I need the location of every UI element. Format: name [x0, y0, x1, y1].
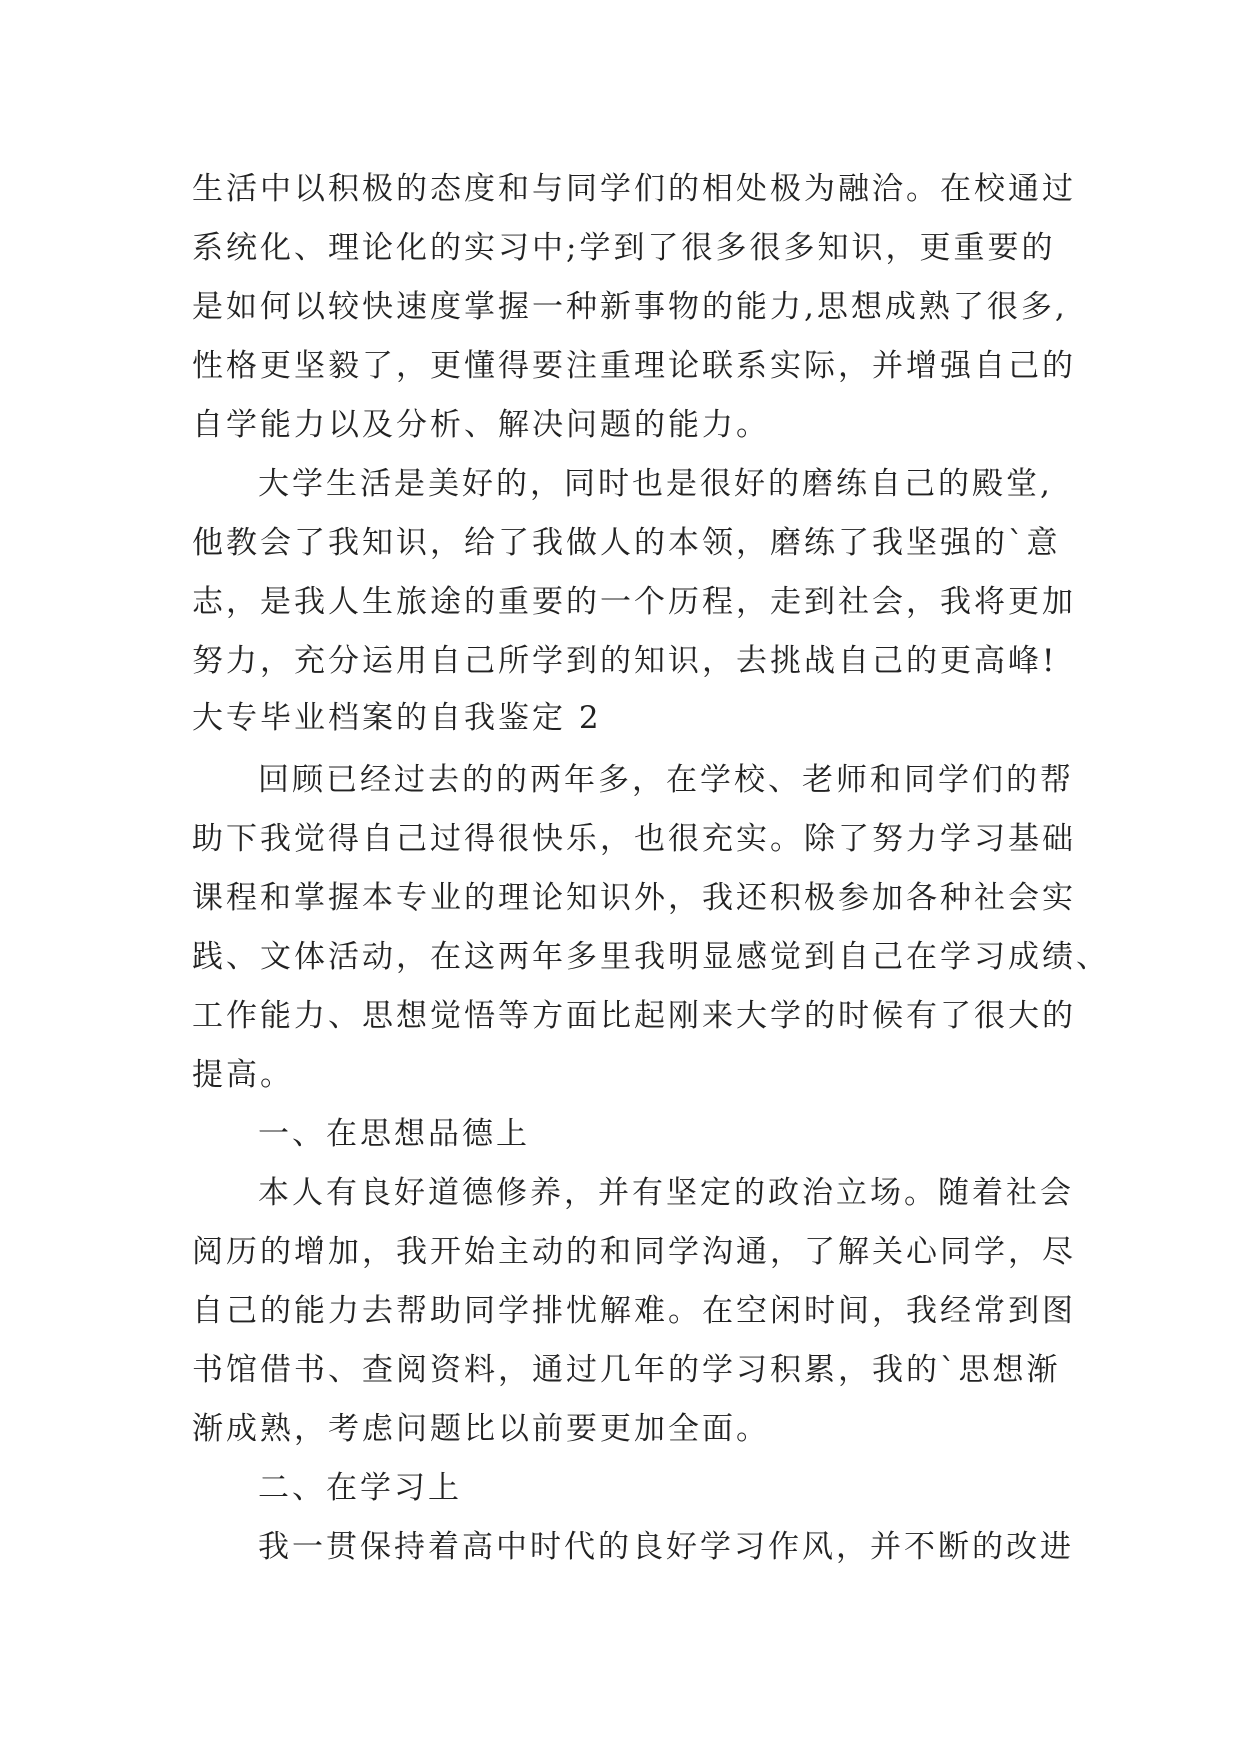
paragraph-line: 努力，充分运用自己所学到的知识，去挑战自己的更高峰! — [192, 643, 1058, 679]
paragraph-line: 助下我觉得自己过得很快乐，也很充实。除了努力学习基础 — [192, 821, 1076, 857]
paragraph-line: 是如何以较快速度掌握一种新事物的能力,思想成熟了很多, — [192, 289, 1068, 325]
paragraph-line: 大学生活是美好的，同时也是很好的磨练自己的殿堂, — [258, 466, 1053, 502]
paragraph-line: 践、文体活动，在这两年多里我明显感觉到自己在学习成绩、 — [192, 939, 1110, 975]
paragraph-line: 志，是我人生旅途的重要的一个历程，走到社会，我将更加 — [192, 584, 1076, 620]
paragraph-line: 工作能力、思想觉悟等方面比起刚来大学的时候有了很大的 — [192, 998, 1076, 1034]
document-body — [192, 160, 1110, 1577]
paragraph-line: 系统化、理论化的实习中;学到了很多很多知识，更重要的 — [192, 230, 1056, 266]
paragraph-line: 书馆借书、查阅资料，通过几年的学习积累，我的`思想渐 — [192, 1352, 1061, 1388]
subheading: 一、在思想品德上 — [258, 1116, 530, 1152]
paragraph-line: 生活中以积极的态度和与同学们的相处极为融洽。在校通过 — [192, 171, 1076, 207]
paragraph-line: 自己的能力去帮助同学排忧解难。在空闲时间，我经常到图 — [192, 1293, 1076, 1329]
paragraph-line: 回顾已经过去的的两年多，在学校、老师和同学们的帮 — [258, 762, 1074, 798]
paragraph-line: 渐成熟，考虑问题比以前要更加全面。 — [192, 1411, 770, 1447]
paragraph-line: 本人有良好道德修养，并有坚定的政治立场。随着社会 — [258, 1175, 1074, 1211]
section-title: 大专毕业档案的自我鉴定 2 — [192, 700, 602, 736]
paragraph-line: 我一贯保持着高中时代的良好学习作风，并不断的改进 — [258, 1529, 1074, 1565]
paragraph-line: 课程和掌握本专业的理论知识外，我还积极参加各种社会实 — [192, 880, 1076, 916]
paragraph-line: 他教会了我知识，给了我做人的本领，磨练了我坚强的`意 — [192, 525, 1061, 561]
paragraph-line: 阅历的增加，我开始主动的和同学沟通，了解关心同学，尽 — [192, 1234, 1076, 1270]
paragraph-line: 提高。 — [192, 1057, 294, 1093]
subheading: 二、在学习上 — [258, 1470, 462, 1506]
paragraph-line: 性格更坚毅了，更懂得要注重理论联系实际，并增强自己的 — [192, 348, 1076, 384]
paragraph-line: 自学能力以及分析、解决问题的能力。 — [192, 407, 770, 443]
